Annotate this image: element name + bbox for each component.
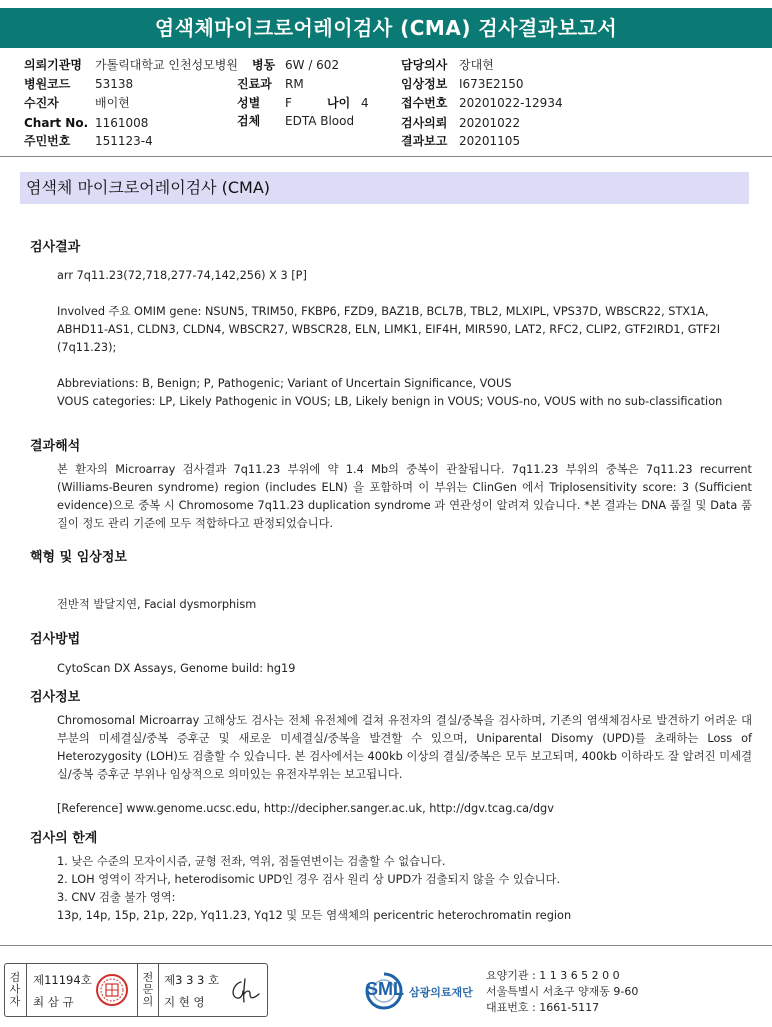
recipient-value: 배이현 xyxy=(95,96,130,110)
abbrev-line-1: Abbreviations: B, Benign; P, Pathogenic; Variant of Uncertain Significance, VOUS xyxy=(57,377,512,390)
limits-list xyxy=(57,853,752,925)
examiner-number: 제11194호 xyxy=(33,973,92,987)
karyotype-title: 핵형 및 임상정보 xyxy=(30,550,127,565)
org-name: 삼광의료재단 xyxy=(409,986,473,999)
limit-item: 13p, 14p, 15p, 21p, 22p, Yq11.23, Yq12 및 모든 염색체의 pericentric heterochromatin region xyxy=(57,909,572,922)
interpretation-title: 결과해석 xyxy=(30,439,81,454)
hospital-label: 의뢰기관명 xyxy=(24,58,82,72)
org-info xyxy=(486,968,638,1016)
results-title: 검사결과 xyxy=(30,240,81,255)
results-abbrev xyxy=(57,375,752,411)
footer-divider xyxy=(0,945,772,946)
specialist-name: 지 현 영 xyxy=(164,995,205,1009)
specimen-label: 검체 xyxy=(237,114,261,128)
dept-value: RM xyxy=(285,77,304,91)
hospital-value: 가톨릭대학교 인천성모병원 xyxy=(95,58,238,72)
limits-title: 검사의 한계 xyxy=(30,831,98,846)
limit-item: 2. LOH 영역이 작거나, heterodisomic UPD인 경우 검사 원리 상 UPD가 검출되지 않을 수 있습니다. xyxy=(57,873,561,886)
interpretation-text: 본 환자의 Microarray 검사결과 7q11.23 부위에 약 1.4 Mb의 중복이 관찰됩니다. 7q11.23 부위의 중복은 7q11.23 recurrent (Williams-Beuren syndrome) region (includes ELN) 을 포함하며 이 부위는 ClinGen 에서 Triplosensitivity score: 3 (Sufficient evidence)으로 중복 시 Chromosome 7q11.23 duplication syndrome 과 연관성이 알려져 있습니다. *본 결과는 DNA 품질 및 Data 품질이 정도 관리 기준에 모두 적합하다고 판정되었습니다. xyxy=(57,463,752,530)
ward-label: 병동 xyxy=(252,58,276,72)
clinical-value: I673E2150 xyxy=(459,77,524,91)
age-label: 나이 xyxy=(327,96,351,110)
info-title: 검사정보 xyxy=(30,690,81,705)
report-date-label: 결과보고 xyxy=(401,134,448,148)
sex-value: F xyxy=(285,96,292,110)
clinical-label: 임상정보 xyxy=(401,77,448,91)
chart-value: 1161008 xyxy=(95,116,149,130)
id-label: 주민번호 xyxy=(24,134,71,148)
limit-item: 3. CNV 검출 불가 영역: xyxy=(57,891,176,904)
results-arr: arr 7q11.23(72,718,277-74,142,256) X 3 [P] xyxy=(57,269,307,282)
request-value: 20201022 xyxy=(459,116,521,130)
examiner-name: 최 삼 규 xyxy=(33,995,74,1009)
specialist-label: 전 문 의 xyxy=(142,971,154,1008)
receipt-label: 접수번호 xyxy=(401,96,448,110)
specialist-number: 제3 3 3 호 xyxy=(164,973,220,987)
recipient-label: 수진자 xyxy=(24,96,59,110)
dept-label: 진료과 xyxy=(237,77,272,91)
chart-label: Chart No. xyxy=(24,116,89,130)
hosp-code-label: 병원코드 xyxy=(24,77,71,91)
id-value: 151123-4 xyxy=(95,134,153,148)
receipt-value: 20201022-12934 xyxy=(459,96,563,110)
method-title: 검사방법 xyxy=(30,632,81,647)
examiner-seal-icon xyxy=(95,973,129,1007)
sml-logo xyxy=(364,971,484,1011)
limit-item: 1. 낮은 수준의 모자이시즘, 균형 전좌, 역위, 점돌연변이는 검출할 수 없습니다. xyxy=(57,855,446,868)
signature-box xyxy=(4,963,268,1017)
org-address: 서울특별시 서초구 양재동 9-60 xyxy=(486,985,639,998)
signature-icon xyxy=(227,976,263,1006)
hosp-code-value: 53138 xyxy=(95,77,134,91)
karyotype-text: 전반적 발달지연, Facial dysmorphism xyxy=(57,598,257,611)
org-code: 요양기관 : 1 1 3 6 5 2 0 0 xyxy=(486,969,620,982)
examiner-label: 검 사 자 xyxy=(9,971,21,1008)
org-phone: 대표번호 : 1661-5117 xyxy=(486,1001,600,1014)
info-reference: [Reference] www.genome.ucsc.edu, http://decipher.sanger.ac.uk, http://dgv.tcag.ca/dgv xyxy=(57,802,554,815)
request-label: 검사의뢰 xyxy=(401,116,448,130)
age-value: 4 xyxy=(361,96,369,110)
report-date-value: 20201105 xyxy=(459,134,521,148)
ward-value: 6W / 602 xyxy=(285,58,340,72)
info-divider xyxy=(0,156,772,157)
results-genes: Involved 주요 OMIM gene: NSUN5, TRIM50, FKBP6, FZD9, BAZ1B, BCL7B, TBL2, MLXIPL, VPS37D, WBSCR22, STX1A, ABHD11-AS1, CLDN3, CLDN4, WBSCR27, WBSCR28, ELN, LIMK1, EIF4H, MIR590, LAT2, RFC2, CLIP2, GTF2IRD1, GTF2I (7q11.23); xyxy=(57,305,721,354)
specimen-value: EDTA Blood xyxy=(285,114,355,128)
doctor-label: 담당의사 xyxy=(401,58,448,72)
sml-logo-text: SML xyxy=(366,979,404,999)
info-text: Chromosomal Microarray 고해상도 검사는 전체 유전체에 걸쳐 유전자의 결실/중복을 검사하며, 기존의 염색체검사로 발견하기 어려운 대부분의 미세결실/중복 증후군 및 새로운 미세결실/중복을 발견할 수 있으며, Uniparental Disomy (UPD)를 초래하는 Loss of Heterozygosity (LOH)도 검출할 수 있습니다. 본 검사에서는 400kb 이상의 결실/중복은 모두 보고되며, 400kb 이하라도 잘 알려진 미세결실/중복 증후군 부위나 임상적으로 의미있는 유전자부위는 보고됩니다. xyxy=(57,714,752,781)
method-text: CytoScan DX Assays, Genome build: hg19 xyxy=(57,662,296,675)
report-title: 염색체마이크로어레이검사 (CMA) 검사결과보고서 xyxy=(0,8,772,48)
sex-label: 성별 xyxy=(237,96,261,110)
abbrev-line-2: VOUS categories: LP, Likely Pathogenic in VOUS; LB, Likely benign in VOUS; VOUS-no, VOUS with no sub-classification xyxy=(57,395,723,408)
doctor-value: 장대현 xyxy=(459,58,494,72)
test-banner: 염색체 마이크로어레이검사 (CMA) xyxy=(20,172,749,204)
